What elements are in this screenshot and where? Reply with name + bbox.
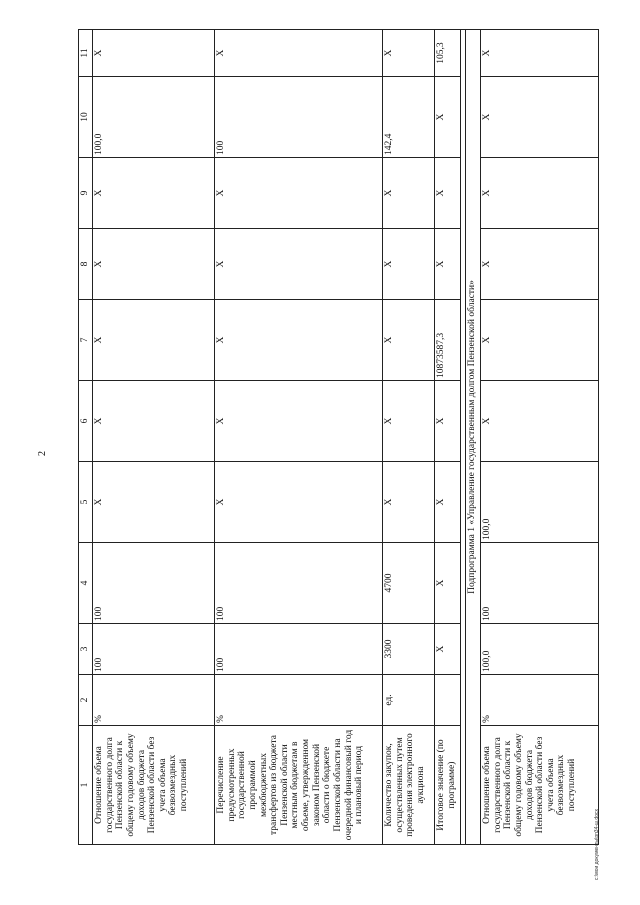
table-cell: X	[93, 229, 215, 300]
table-cell: X	[215, 229, 383, 300]
table-cell: X	[435, 158, 461, 229]
column-number-row	[79, 30, 93, 845]
table-cell: X	[481, 381, 599, 462]
table-cell: X	[435, 624, 461, 675]
table-cell: X	[383, 30, 435, 77]
table-cell: X	[435, 543, 461, 624]
column-number: 3	[79, 624, 93, 675]
column-number: 2	[79, 675, 93, 726]
table-cell: 100,0	[481, 462, 599, 543]
table-cell	[435, 675, 461, 726]
column-number: 8	[79, 229, 93, 300]
table-cell: X	[383, 300, 435, 381]
table-cell: X	[435, 381, 461, 462]
table-cell: X	[435, 77, 461, 158]
column-number: 5	[79, 462, 93, 543]
indicator-name: Перечисление предусмотренных государственной программой межбюджетных трансфертов из бюджета Пензенской области местным бюджетам в объеме, утвержденном законом Пензенской области о бюджете Пензенской области на очередной финансовый год и плановый период	[215, 726, 383, 845]
table-row	[93, 30, 215, 845]
column-number: 7	[79, 300, 93, 381]
table-cell: 100	[93, 624, 215, 675]
column-number: 9	[79, 158, 93, 229]
indicator-name: Итоговое значение (по программе)	[435, 726, 461, 845]
table-cell: X	[215, 381, 383, 462]
table-cell: X	[481, 300, 599, 381]
table-cell: X	[481, 77, 599, 158]
table-row	[215, 30, 383, 845]
table-cell: X	[93, 158, 215, 229]
table-cell: X	[93, 30, 215, 77]
table-cell: X	[481, 229, 599, 300]
table-cell: X	[93, 300, 215, 381]
table-cell: 100,0	[93, 77, 215, 158]
column-number: 4	[79, 543, 93, 624]
table-cell: 3300	[383, 624, 435, 675]
table-row	[481, 30, 599, 845]
table-cell: ед.	[383, 675, 435, 726]
subprogram-title: Подпрограмма 1 «Управление государственным долгом Пензенской области»	[466, 30, 481, 845]
table-cell: X	[215, 462, 383, 543]
table-cell: X	[383, 158, 435, 229]
table-cell: 100	[215, 543, 383, 624]
table-cell: X	[481, 30, 599, 77]
indicator-name: Отношение объема государственного долга Пензенской области к общему годовому объему доходов бюджета Пензенской области без учета объема безвозмездных поступлений	[481, 726, 599, 845]
table-cell: 142,4	[383, 77, 435, 158]
table-row	[435, 30, 461, 845]
column-number: 11	[79, 30, 93, 77]
indicator-name: Отношение объема государственного долга Пензенской области к общему годовому объему доходов бюджета Пензенской области без учета объема безвозмездных поступлений	[93, 726, 215, 845]
table-cell: 100	[93, 543, 215, 624]
indicator-name: Количество закупок, осуществленных путем проведения электронного аукциона	[383, 726, 435, 845]
table-cell: X	[215, 300, 383, 381]
table-cell: 4700	[383, 543, 435, 624]
table-cell: 100	[215, 624, 383, 675]
table-cell: 100	[215, 77, 383, 158]
footer-file-path: c:\мои документы\рп34-ш.docx	[594, 809, 600, 880]
column-number: 1	[79, 726, 93, 845]
table-cell: X	[383, 381, 435, 462]
rotated-table-container	[78, 30, 594, 845]
table-cell: X	[481, 158, 599, 229]
table-cell: X	[93, 381, 215, 462]
subprogram-row	[466, 30, 481, 845]
table-cell: 105,3	[435, 30, 461, 77]
table-cell: X	[215, 158, 383, 229]
table-cell: X	[215, 30, 383, 77]
column-number: 10	[79, 77, 93, 158]
table-cell: X	[93, 462, 215, 543]
table-cell: X	[383, 229, 435, 300]
table-cell: 10873587,3	[435, 300, 461, 381]
table-cell: 100,0	[481, 624, 599, 675]
table-row	[383, 30, 435, 845]
table-cell: 100	[481, 543, 599, 624]
indicator-table	[78, 29, 599, 845]
table-cell: X	[383, 462, 435, 543]
table-cell: %	[93, 675, 215, 726]
table-cell: X	[435, 462, 461, 543]
table-cell: %	[215, 675, 383, 726]
page-number: 2	[37, 451, 48, 456]
table-cell: X	[435, 229, 461, 300]
table-cell: %	[481, 675, 599, 726]
column-number: 6	[79, 381, 93, 462]
